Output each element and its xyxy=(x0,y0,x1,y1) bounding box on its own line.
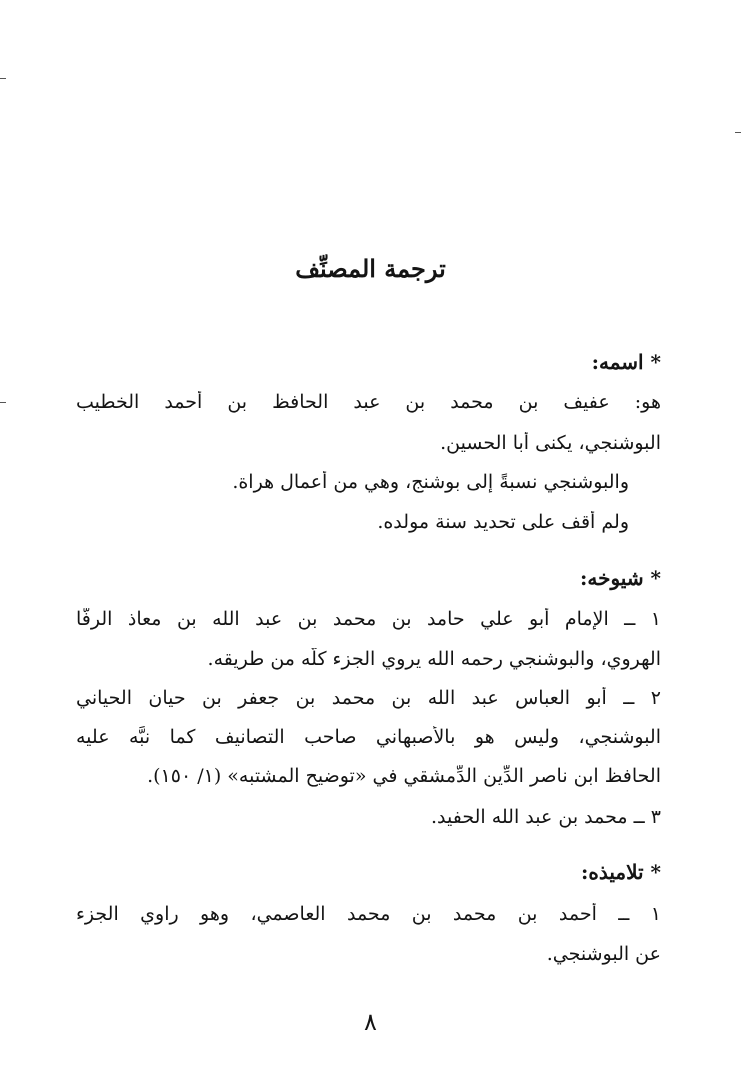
scan-mark-2 xyxy=(0,402,6,403)
text-line: ١ ــ الإمام أبو علي حامد بن محمد بن عبد الله بن معاذ الرفَّا xyxy=(76,608,661,630)
text-line: الهروي، والبوشنجي رحمه الله يروي الجزء كلّه من طريقه. xyxy=(207,648,661,670)
text-line: ولم أقف على تحديد سنة مولده. xyxy=(377,511,629,533)
scan-mark-1 xyxy=(0,78,6,79)
text-line: والبوشنجي نسبةً إلى بوشنج، وهي من أعمال هراة. xyxy=(232,471,629,493)
section-heading-teachers: * شيوخه: xyxy=(579,566,661,590)
text-line: البوشنجي، وليس هو بالأصبهاني صاحب التصانيف كما نبَّه عليه xyxy=(76,726,661,748)
page-title: ترجمة المصنِّف xyxy=(295,254,446,283)
page-number: ٨ xyxy=(364,1008,377,1036)
text-line: هو: عفيف بن محمد بن عبد الحافظ بن أحمد الخطيب xyxy=(76,391,661,413)
text-line: ١ ــ أحمد بن محمد بن محمد العاصمي، وهو راوي الجزء xyxy=(76,903,661,925)
text-line: ٢ ــ أبو العباس عبد الله بن محمد بن جعفر بن حيان الحياني xyxy=(76,687,661,709)
text-line: ٣ ــ محمد بن عبد الله الحفيد. xyxy=(430,806,661,828)
section-heading-name: * اسمه: xyxy=(591,350,661,374)
text-line: عن البوشنجي. xyxy=(546,943,661,965)
scan-mark-3 xyxy=(735,132,741,133)
section-heading-students: * تلاميذه: xyxy=(580,860,661,884)
text-line: الحافظ ابن ناصر الدِّين الدِّمشقي في «توضيح المشتبه» (١/ ١٥٠). xyxy=(147,765,661,787)
text-line: البوشنجي، يكنى أبا الحسين. xyxy=(440,432,661,454)
